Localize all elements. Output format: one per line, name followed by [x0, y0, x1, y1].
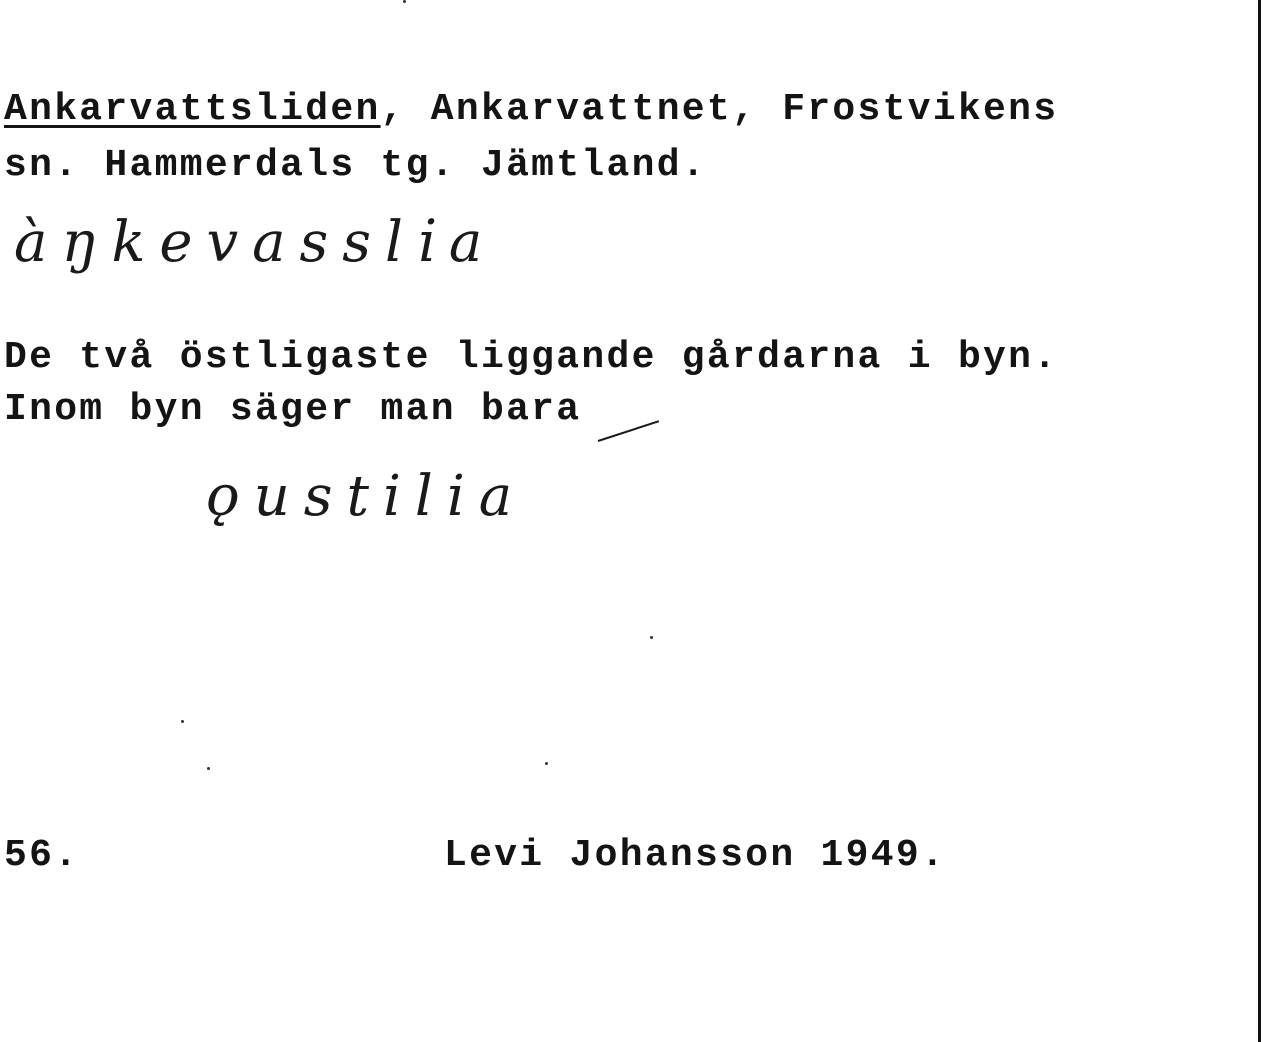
speck: [181, 720, 184, 723]
typed-line-1: [4, 84, 1058, 136]
headword: Ankarvattsliden: [4, 88, 381, 131]
speck: [403, 0, 406, 3]
card-number: 56.: [4, 834, 80, 877]
speck: [207, 767, 210, 770]
speck: [650, 636, 653, 639]
speck: [545, 762, 548, 765]
handwritten-transcription-2: ǫustilia: [206, 464, 527, 529]
typed-line-4: Inom byn säger man bara: [4, 388, 582, 431]
signature: Levi Johansson 1949.: [444, 834, 947, 877]
typed-line-3: De två östligaste liggande gårdarna i byn.: [4, 336, 1059, 379]
handwritten-transcription-1: àŋkevassli̇a: [14, 210, 497, 275]
location-text: , Ankarvattnet, Frostvikens: [380, 88, 1059, 131]
handwritten-accent-stroke: [598, 420, 659, 442]
card-edge-line: [1258, 0, 1261, 1042]
typed-line-2: sn. Hammerdals tg. Jämtland.: [4, 144, 707, 187]
